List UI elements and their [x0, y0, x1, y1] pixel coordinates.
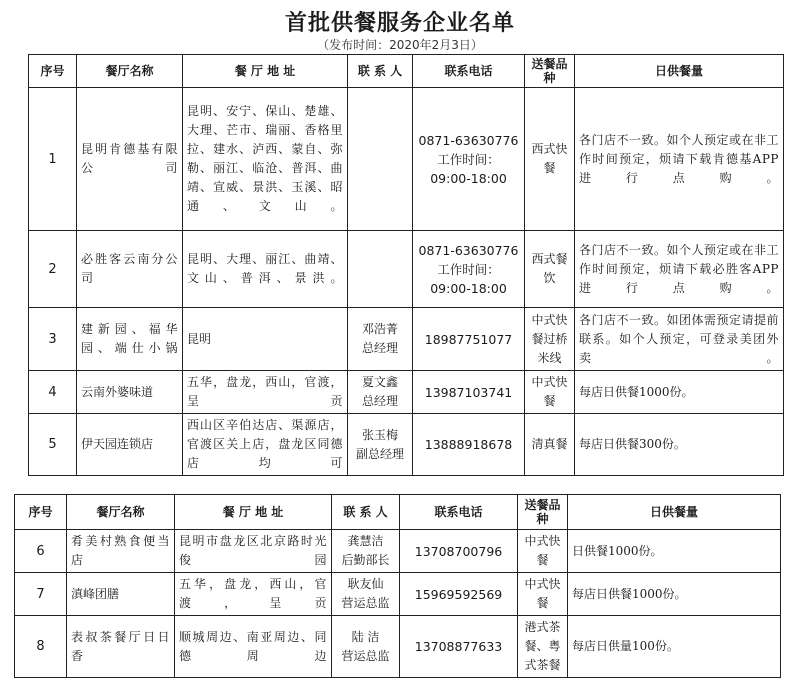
supplier-table-2	[14, 494, 781, 678]
header-type: 送餐品种	[525, 55, 575, 88]
restaurant-name: 建新园、福华园、端仕小锅	[77, 308, 183, 371]
contact-phone: 13987103741	[413, 371, 525, 414]
contact-text: 张玉梅 副总经理	[355, 427, 404, 461]
restaurant-name: 昆明肯德基有限公司	[77, 88, 183, 231]
restaurant-address: 昆明、安宁、保山、楚雄、大理、芒市、瑞丽、香格里拉、建水、泸西、蒙自、弥勒、丽江、临沧、普洱、曲靖、宣威、景洪、玉溪、昭通、文山。	[183, 88, 348, 231]
header-contact: 联 系 人	[348, 55, 413, 88]
row-index: 4	[29, 371, 77, 414]
contact-person	[348, 308, 413, 371]
header-phone: 联系电话	[413, 55, 525, 88]
header-index: 序号	[29, 55, 77, 88]
table-row	[29, 88, 784, 231]
contact-text: 邓浩菁 总经理	[361, 322, 398, 355]
contact-person	[348, 88, 413, 231]
food-type: 中式快餐	[518, 530, 568, 573]
food-type: 西式餐饮	[525, 231, 575, 308]
table-row	[29, 371, 784, 414]
restaurant-name: 伊天园连锁店	[77, 414, 183, 476]
header-name: 餐厅名称	[77, 55, 183, 88]
contact-text: 陆 洁 营运总监	[341, 629, 390, 663]
daily-supply: 各门店不一致。如团体需预定请提前联系。如个人预定，可登录美团外卖。	[575, 308, 784, 371]
table-row	[29, 308, 784, 371]
restaurant-address: 昆明、大理、丽江、曲靖、文山、普洱、景洪。	[183, 231, 348, 308]
contact-text: 龚慧洁 后勤部长	[341, 534, 390, 567]
daily-supply: 每店日供餐1000份。	[568, 573, 781, 616]
contact-person	[348, 231, 413, 308]
restaurant-address: 西山区辛伯达店、渠源店，官渡区关上店，盘龙区同德店均可	[183, 414, 348, 476]
food-type: 中式快餐	[518, 573, 568, 616]
restaurant-address: 昆明	[183, 308, 348, 371]
header-contact: 联 系 人	[332, 495, 400, 530]
food-type: 港式茶餐、粤式茶餐	[518, 616, 568, 678]
header-phone: 联系电话	[400, 495, 518, 530]
contact-person	[348, 414, 413, 476]
contact-person	[332, 616, 400, 678]
row-index: 5	[29, 414, 77, 476]
food-type: 中式快餐	[525, 371, 575, 414]
restaurant-address: 五华，盘龙，西山，官渡，呈贡	[183, 371, 348, 414]
restaurant-name: 表叔茶餐厅日日香	[67, 616, 175, 678]
header-name: 餐厅名称	[67, 495, 175, 530]
row-index: 8	[15, 616, 67, 678]
header-type: 送餐品种	[518, 495, 568, 530]
contact-text: 夏文鑫 总经理	[361, 375, 398, 408]
restaurant-address: 五华，盘龙，西山，官渡，呈贡	[175, 573, 332, 616]
header-address: 餐 厅 地 址	[183, 55, 348, 88]
publish-date: （发布时间：2020年2月3日）	[317, 38, 483, 52]
header-daily: 日供餐量	[568, 495, 781, 530]
food-type: 中式快餐过桥米线	[525, 308, 575, 371]
contact-phone: 15969592569	[400, 573, 518, 616]
restaurant-address: 顺城周边、南亚周边、同德周边	[175, 616, 332, 678]
header-daily: 日供餐量	[575, 55, 784, 88]
row-index: 1	[29, 88, 77, 231]
contact-phone: 13888918678	[413, 414, 525, 476]
table-row	[15, 616, 781, 678]
table-row	[15, 573, 781, 616]
contact-phone: 13708700796	[400, 530, 518, 573]
phone-text: 0871-63630776 工作时间： 09:00-18:00	[418, 242, 519, 296]
daily-supply: 日供餐1000份。	[568, 530, 781, 573]
table-row	[29, 231, 784, 308]
restaurant-address: 昆明市盘龙区北京路时光俊园	[175, 530, 332, 573]
table-row	[15, 530, 781, 573]
contact-phone	[413, 88, 525, 231]
contact-phone: 13708877633	[400, 616, 518, 678]
document-title: 首批供餐服务企业名单	[284, 10, 515, 36]
contact-phone: 18987751077	[413, 308, 525, 371]
food-type: 西式快餐	[525, 88, 575, 231]
contact-person	[332, 573, 400, 616]
daily-supply: 每店日供餐300份。	[575, 414, 784, 476]
row-index: 6	[15, 530, 67, 573]
contact-person	[348, 371, 413, 414]
row-index: 2	[29, 231, 77, 308]
contact-phone	[413, 231, 525, 308]
contact-text: 耿友仙 营运总监	[341, 577, 390, 610]
restaurant-name: 肴美村熟食便当店	[67, 530, 175, 573]
restaurant-name: 必胜客云南分公司	[77, 231, 183, 308]
daily-supply: 每店日供量100份。	[568, 616, 781, 678]
table-header-row	[29, 55, 784, 88]
daily-supply: 每店日供餐1000份。	[575, 371, 784, 414]
daily-supply: 各门店不一致。如个人预定或在非工作时间预定，烦请下载肯德基APP进行点购。	[575, 88, 784, 231]
row-index: 3	[29, 308, 77, 371]
header-address: 餐 厅 地 址	[175, 495, 332, 530]
food-type: 清真餐	[525, 414, 575, 476]
table-header-row	[15, 495, 781, 530]
contact-person	[332, 530, 400, 573]
table-row	[29, 414, 784, 476]
row-index: 7	[15, 573, 67, 616]
restaurant-name: 滇峰团膳	[67, 573, 175, 616]
header-index: 序号	[15, 495, 67, 530]
phone-text: 0871-63630776 工作时间： 09:00-18:00	[418, 132, 519, 186]
supplier-table-1	[28, 54, 784, 476]
restaurant-name: 云南外婆味道	[77, 371, 183, 414]
daily-supply: 各门店不一致。如个人预定或在非工作时间预定，烦请下载必胜客APP进行点购。	[575, 231, 784, 308]
